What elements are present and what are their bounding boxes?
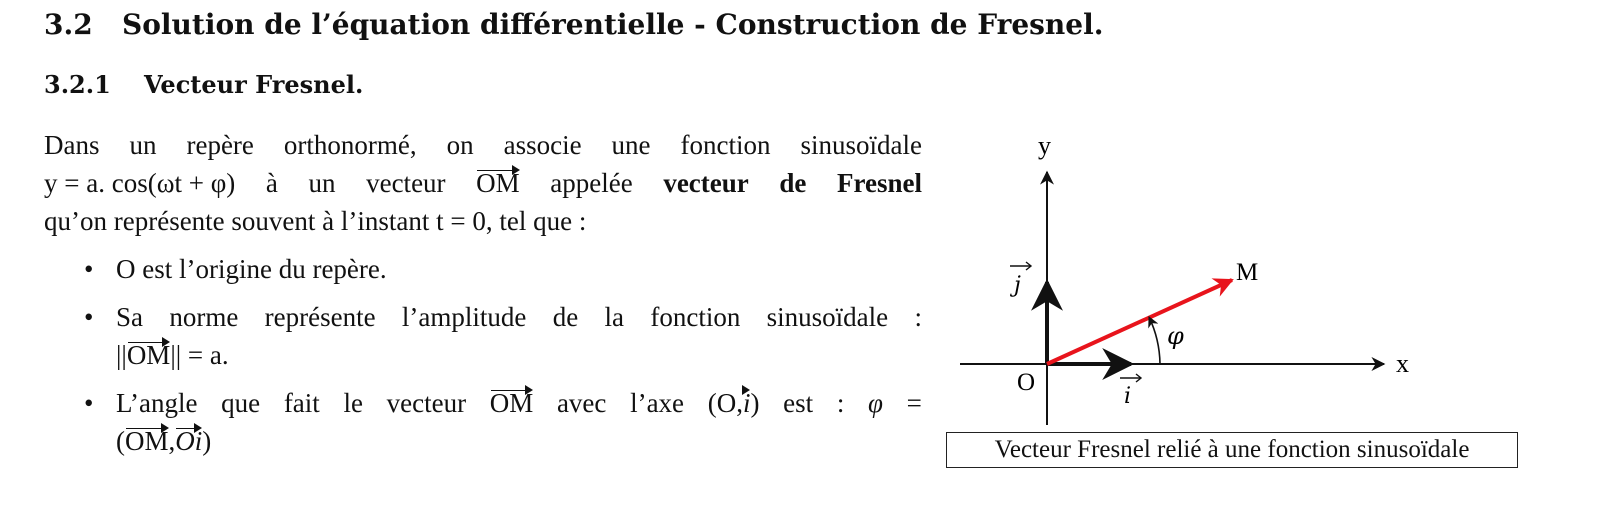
word: sinusoïdale bbox=[800, 130, 922, 160]
word: L’angle bbox=[116, 388, 198, 418]
word: on bbox=[446, 130, 474, 160]
paren: ) bbox=[202, 426, 212, 456]
word: à bbox=[265, 168, 278, 198]
subsection-heading bbox=[44, 70, 363, 99]
word: appelée bbox=[550, 168, 633, 198]
word: l’axe bbox=[630, 388, 685, 418]
word: le bbox=[343, 388, 363, 418]
word: (O, bbox=[707, 388, 743, 418]
word: représente bbox=[264, 302, 376, 332]
subsection-number: 3.2.1 bbox=[44, 70, 111, 99]
word: Dans bbox=[44, 130, 100, 160]
word: la bbox=[604, 302, 625, 332]
section-title: Solution de l’équation différentielle - Construction de Fresnel. bbox=[122, 8, 1104, 41]
word: de bbox=[552, 302, 579, 332]
section-heading bbox=[44, 8, 1103, 41]
bullet-dot: • bbox=[84, 254, 94, 284]
word: l’amplitude bbox=[401, 302, 527, 332]
equals-sign: = bbox=[906, 388, 922, 418]
phi-symbol: φ bbox=[868, 388, 883, 418]
paragraph-line-2 bbox=[44, 164, 922, 202]
vector-i: i bbox=[743, 384, 751, 422]
word: Sa bbox=[116, 302, 143, 332]
vector-om: OM bbox=[127, 336, 171, 374]
word: fonction bbox=[650, 302, 741, 332]
list-item bbox=[80, 384, 922, 460]
bullet-3-line-2 bbox=[116, 422, 922, 460]
bullet-dot: • bbox=[84, 302, 94, 332]
word: est bbox=[783, 388, 814, 418]
word: une bbox=[611, 130, 651, 160]
figure-caption: Vecteur Fresnel relié à une fonction sinusoïdale bbox=[946, 432, 1518, 468]
x-axis-label: x bbox=[1396, 349, 1409, 378]
paragraph-line-1 bbox=[44, 126, 922, 164]
word: orthonormé, bbox=[283, 130, 417, 160]
bold-word: de bbox=[779, 168, 807, 198]
equation-y: y = a. cos(ωt + φ) bbox=[44, 168, 236, 198]
word: associe bbox=[503, 130, 582, 160]
word: vecteur bbox=[366, 168, 446, 198]
word: : bbox=[914, 302, 922, 332]
y-axis-label: y bbox=[1038, 131, 1051, 160]
section-number: 3.2 bbox=[44, 8, 93, 41]
bullet-list bbox=[80, 250, 922, 470]
fresnel-vector-om bbox=[1047, 280, 1232, 364]
i-label-group bbox=[1120, 374, 1141, 409]
word: un bbox=[308, 168, 336, 198]
vector-om: OM bbox=[476, 164, 520, 202]
bullet-2-line-2 bbox=[116, 336, 922, 374]
norm-equals: || = a. bbox=[170, 340, 229, 370]
word: avec bbox=[556, 388, 607, 418]
bold-word: Fresnel bbox=[837, 168, 922, 198]
comma: , bbox=[168, 426, 176, 456]
paragraph-line-3: qu’on représente souvent à l’instant t = 0, tel que : bbox=[44, 206, 587, 236]
word: fonction bbox=[680, 130, 771, 160]
list-item bbox=[80, 298, 922, 374]
origin-label: O bbox=[1017, 369, 1036, 396]
word: sinusoïdale bbox=[766, 302, 889, 332]
bullet-dot: • bbox=[84, 388, 94, 418]
word: fait bbox=[283, 388, 320, 418]
bold-word: vecteur bbox=[663, 168, 749, 198]
phi-label: φ bbox=[1167, 322, 1184, 350]
word: : bbox=[836, 388, 845, 418]
paren: ( bbox=[116, 426, 125, 456]
bullet-1-text: O est l’origine du repère. bbox=[116, 254, 387, 284]
bullet-2-line-1 bbox=[116, 298, 922, 336]
j-label-group bbox=[1009, 262, 1031, 298]
word: que bbox=[221, 388, 261, 418]
point-m-label: M bbox=[1236, 259, 1259, 286]
j-label: j bbox=[1014, 273, 1021, 298]
word: ) bbox=[750, 388, 760, 418]
word: norme bbox=[169, 302, 239, 332]
fresnel-diagram bbox=[950, 120, 1450, 430]
list-item bbox=[80, 250, 922, 288]
i-label: i bbox=[1124, 384, 1132, 409]
vector-om: OM bbox=[125, 422, 169, 460]
norm-bars: || bbox=[116, 340, 127, 370]
vector-om: OM bbox=[490, 384, 534, 422]
subsection-title: Vecteur Fresnel. bbox=[144, 70, 364, 99]
body-paragraph bbox=[44, 126, 922, 240]
angle-arc bbox=[1149, 317, 1160, 364]
vector-oi: Oi bbox=[175, 422, 202, 460]
word: vecteur bbox=[386, 388, 467, 418]
bullet-3-line-1 bbox=[116, 384, 922, 422]
word: repère bbox=[186, 130, 254, 160]
word: un bbox=[129, 130, 157, 160]
